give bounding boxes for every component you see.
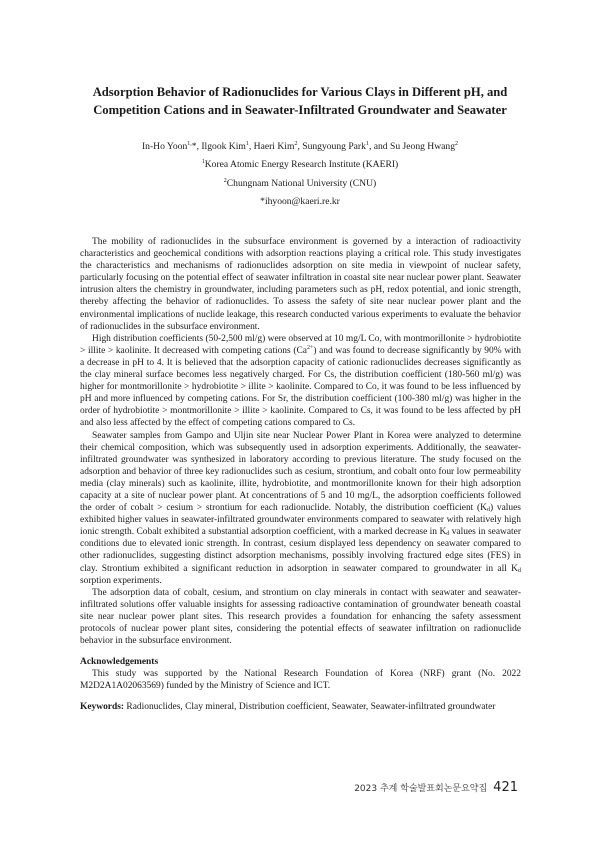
acknowledgements-text: This study was supported by the National Research Foundation of Korea (NRF) grant (No. 2022 M2D2A1A02063569) funded by the Ministry of Science and ICT. bbox=[80, 669, 521, 692]
paragraph-3-text-b: ) values exhibited higher values in seawater-infiltrated groundwater environments compared to seawater with relatively high ionic strength. Cobalt exhibited a substantial adsorption coefficient, with a marked decrease in K bbox=[80, 503, 521, 538]
affiliation-2 bbox=[0, 178, 600, 190]
paragraph-4: The adsorption data of cobalt, cesium, and strontium on clay minerals in contact with seawater and seawater-infiltrated solutions offer valuable insights for assessing radioactive contamination of groundwater beneath coastal site near nuclear power plant sites. This research provides a foundation for enhancing the safety assessment protocols of nuclear power plant sites, considering the potential effects of seawater infiltration on radionuclide behavior in the subsurface environment. bbox=[80, 587, 521, 647]
corresponding-email: *ihyoon@kaeri.re.kr bbox=[260, 196, 340, 207]
page-number: 421 bbox=[493, 780, 518, 795]
abstract-body bbox=[80, 236, 521, 714]
affiliation-text: Chungnam National University (CNU) bbox=[226, 178, 377, 189]
author-name: Ilgook Kim bbox=[201, 141, 246, 152]
paper-title bbox=[60, 83, 540, 119]
affiliation-mark: 1 bbox=[201, 159, 205, 165]
author-name: Su Jeong Hwang bbox=[390, 141, 456, 152]
author-separator: , bbox=[248, 141, 254, 152]
kd-subscript: d bbox=[446, 531, 450, 538]
proceedings-title: 2023 추계 학술발표회논문요약집 bbox=[354, 784, 488, 794]
paragraph-3-text-a: Seawater samples from Gampo and Uljin site near Nuclear Power Plant in Korea were analyzed to determine their chemical composition, which was subsequently used in adsorption experiments. Additionally, the seawater-infiltrated groundwater was synthesized in laboratory according to previous literature. The study focused on the adsorption and behavior of three key radionuclides such as cesium, strontium, and cobalt onto four low permeability media (clay minerals) such as kaolinite, illite, hydrobiotite, and montmorillonite known for their high adsorption capacity at a site of nuclear power plant. At concentrations of 5 and 10 mg/L, the adsorption coefficients followed the order of cobalt > cesium > strontium for each radionuclide. Notably, the distribution coefficient (K bbox=[80, 430, 521, 514]
paragraph-2-text-b: ) and was found to decrease significantly by 90% with a decrease in pH to 4. It is believed that the adsorption capacity of cationic radionuclides decreases significantly as the clay mineral surface becomes less negatively charged. For Cs, the distribution coefficient (180-560 ml/g) was higher for montmorillonite > hydrobiotite > illite > kaolinite. Compared to Co, it was found to be less influenced by pH and more influenced by competing cations. For Sr, the distribution coefficient (100-380 ml/g) was higher in the order of hydrobiotite > montmorillonite > illite > kaolinite. Compared to Cs, it was found to be less affected by pH and also less affected by the effect of competing cations compared to Cs. bbox=[80, 345, 521, 429]
author-name: Sungyoung Park bbox=[302, 141, 366, 152]
paragraph-3-text-c: values in seawater conditions due to elevated ionic strength. In contrast, cesium displayed less dependency on seawater compared to other radionuclides, suggesting distinct adsorption mechanisms, possibly involving fractured edge sites (FES) in clay. Strontium exhibited a significant reduction in adsorption in seawater compared to groundwater in all K bbox=[80, 527, 521, 574]
paragraph-2-text-a: High distribution coefficients (50-2,500 ml/g) were observed at 10 mg/L Co, with montmorillonite > hydrobiotite > illite > kaolinite. It decreased with competing cations (Ca bbox=[80, 333, 521, 356]
paragraph-2 bbox=[80, 333, 521, 430]
kd-subscript: d bbox=[487, 507, 490, 514]
author-name: Haeri Kim bbox=[253, 141, 295, 152]
paragraph-1: The mobility of radionuclides in the subsurface environment is governed by a interaction of radioactivity characteristics and geochemical conditions with adsorption reactions playing a critical role. This study investigates the characteristics and mechanisms of radionuclides adsorption on site media in viewpoint of nuclear safety, particularly focusing on the potential effect of seawater infiltration in coastal site near nuclear power plant. Seawater intrusion alters the chemistry in groundwater, including parameters such as pH, redox potential, and ionic strength, thereby affecting the behavior of radionuclides. To assess the safety of site near nuclear power plant and the environmental implications of nuclide leakage, this research conducted various experiments to evaluate the behavior of radionuclides in the subsurface environment. bbox=[80, 237, 521, 332]
affiliation-1 bbox=[0, 159, 600, 171]
author-name: In-Ho Yoon bbox=[141, 141, 188, 152]
affiliation-text: Korea Atomic Energy Research Institute (KAERI) bbox=[204, 159, 399, 170]
author-separator: , bbox=[297, 141, 303, 152]
author-list bbox=[0, 141, 600, 153]
author-separator: , and bbox=[368, 141, 390, 152]
keywords-text: Radionuclides, Clay mineral, Distribution coefficient, Seawater, Seawater-infiltrated groundwater bbox=[124, 702, 496, 713]
calcium-charge: 2+ bbox=[306, 344, 314, 351]
author-affiliation-mark: 1 bbox=[365, 141, 369, 147]
affiliation-mark: 2 bbox=[223, 178, 227, 184]
paragraph-3 bbox=[80, 430, 521, 587]
author-affiliation-mark: 1, bbox=[187, 141, 192, 147]
paragraph-3-text-d: sorption experiments. bbox=[80, 575, 162, 586]
page-footer bbox=[354, 780, 518, 795]
title-line-2: Competition Cations and in Seawater-Infiltrated Groundwater and Seawater bbox=[93, 103, 507, 117]
title-line-1: Adsorption Behavior of Radionuclides for Various Clays in Different pH, and bbox=[92, 85, 508, 99]
author-separator: *, bbox=[191, 141, 202, 152]
kd-subscript: d bbox=[518, 567, 521, 574]
keywords-label: Keywords: bbox=[80, 702, 125, 713]
author-affiliation-mark: 2 bbox=[294, 141, 298, 147]
keywords bbox=[80, 701, 521, 713]
author-affiliation-mark: 2 bbox=[455, 141, 459, 147]
acknowledgements-heading: Acknowledgements bbox=[80, 657, 159, 668]
author-affiliation-mark: 1 bbox=[245, 141, 249, 147]
